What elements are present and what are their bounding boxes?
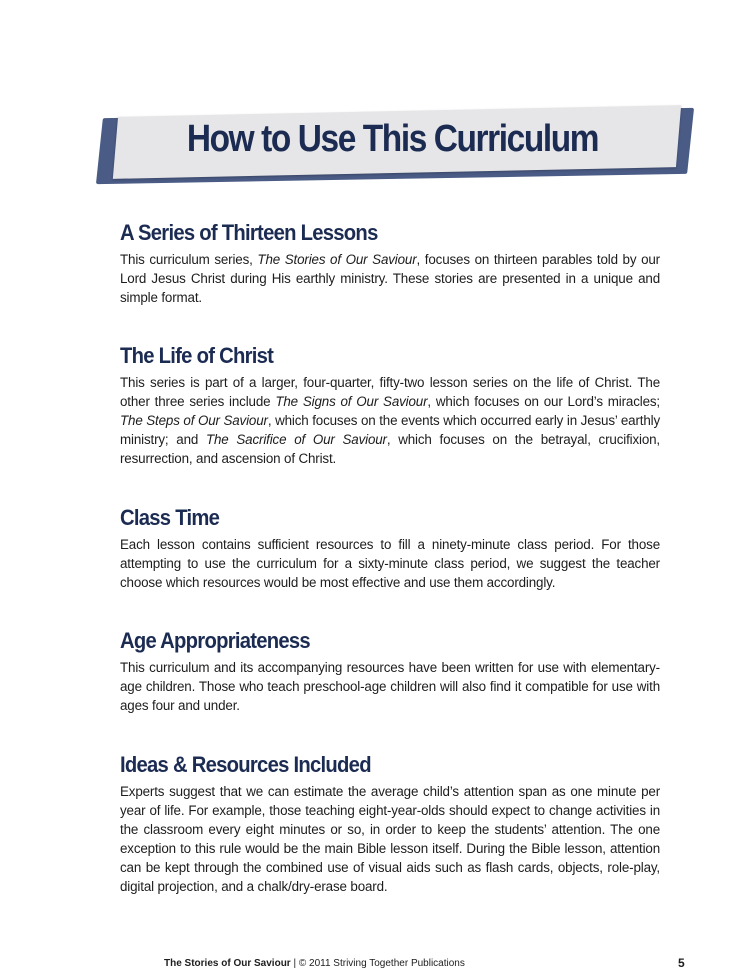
section-heading: Class Time [120, 505, 220, 530]
footer-book-title: The Stories of Our Saviour [164, 958, 291, 969]
book-title-italic: The Signs of Our Saviour [275, 394, 428, 409]
section-thirteen-lessons [120, 218, 660, 307]
book-title-italic: The Sacrifice of Our Saviour [205, 432, 387, 447]
section-heading: A Series of Thirteen Lessons [120, 220, 378, 245]
section-body: Each lesson contains sufficient resources to fill a ninety-minute class period. For those attempting to use the curriculum for a sixty-minute class period, we suggest the teacher choose which resources would be most effective and use them accordingly. [120, 537, 660, 590]
page-title: How to Use This Curriculum [186, 118, 599, 160]
book-title-italic: The Stories of Our Saviour [257, 252, 417, 267]
section-class-time [120, 503, 660, 592]
section-life-of-christ [120, 341, 660, 468]
section-body: Experts suggest that we can estimate the average child’s attention span as one minute per year of life. For example, those teaching eight-year-olds should expect to change activities in the classroom every eight minutes or so, in order to keep the students’ attention. The one exception to this rule would be the main Bible lesson itself. During the Bible lesson, attention can be kept through the combined use of visual aids such as flash cards, objects, role-play, digital projection, and a chalk/dry-erase board. [120, 784, 660, 894]
section-heading: Age Appropriateness [120, 628, 310, 653]
section-body: This curriculum series, The Stories of Our Saviour, focuses on thirteen parables told by our Lord Jesus Christ during His earthly ministry. These stories are presented in a unique and simple format. [120, 252, 660, 305]
section-ideas-resources [120, 750, 660, 896]
section-age-appropriateness [120, 626, 660, 715]
page-number: 5 [678, 956, 685, 970]
section-body: This series is part of a larger, four-quarter, fifty-two lesson series on the life of Christ. The other three series include The Signs of Our Saviour, which focuses on our Lord’s miracles; The Steps of Our Saviour, which focuses on the events which occurred early in Jesus’ earthly ministry; and The Sacrifice of Our Saviour, which focuses on the betrayal, crucifixion, resurrection, and ascension of Christ. [120, 375, 661, 466]
footer-copyright: © 2011 Striving Together Publications [298, 958, 465, 969]
section-body: This curriculum and its accompanying resources have been written for use with elementary-age children. Those who teach preschool-age children will also find it compatible for use with ages four and under. [120, 660, 660, 713]
title-banner [90, 103, 695, 189]
section-heading: Ideas & Resources Included [120, 752, 371, 777]
page-footer [164, 958, 465, 969]
footer-separator: | [293, 958, 297, 969]
book-title-italic: The Steps of Our Saviour [120, 413, 268, 428]
section-heading: The Life of Christ [120, 343, 274, 368]
